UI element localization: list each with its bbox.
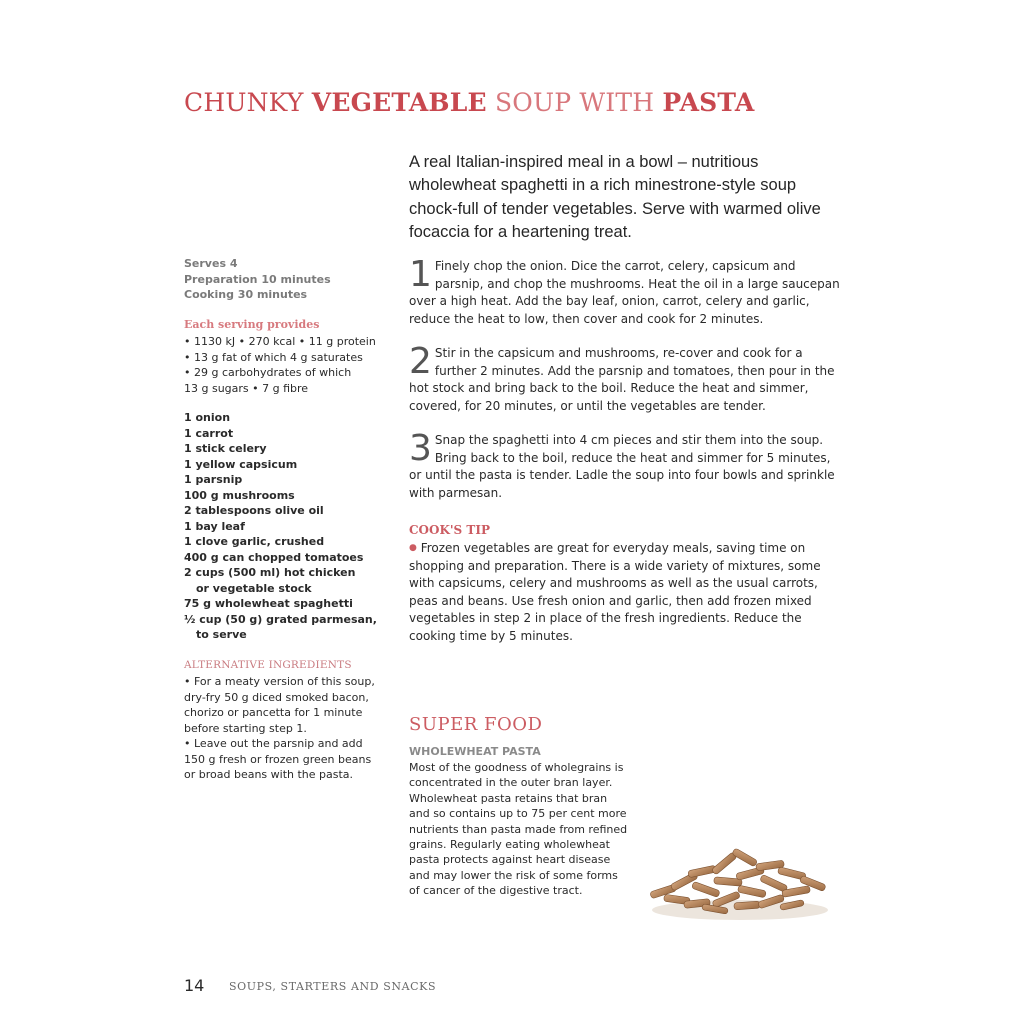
- cooks-tip-text: [409, 540, 845, 645]
- step-text: Stir in the capsicum and mushrooms, re-cover and cook for a further 2 minutes. Add the parsnip and tomatoes, then pour in the hot stock and bring back to the boil. Reduce the heat and simmer, covered, for 20 minutes, or until the vegetables are tender.: [409, 346, 835, 413]
- ingredient: to serve: [196, 628, 247, 641]
- super-food-subheading: WHOLEWHEAT PASTA: [409, 745, 541, 758]
- ingredient: 1 parsnip: [184, 473, 243, 486]
- title-part-3: SOUP WITH: [486, 88, 663, 117]
- pasta-image: [640, 840, 835, 925]
- alternative-heading: ALTERNATIVE INGREDIENTS: [184, 659, 352, 671]
- ingredient: ½ cup (50 g) grated parmesan,: [184, 612, 377, 626]
- nutrition-line: • 13 g fat of which 4 g saturates: [184, 350, 363, 364]
- ingredient: 2 cups (500 ml) hot chicken: [184, 566, 356, 579]
- method-step-1: [409, 254, 841, 328]
- ingredient: 1 carrot: [184, 426, 234, 440]
- super-food-heading: SUPER FOOD: [409, 714, 543, 735]
- ingredient: 1 yellow capsicum: [184, 457, 298, 471]
- tip-bullet-icon: ●: [409, 543, 417, 553]
- ingredient: 1 stick celery: [184, 442, 267, 455]
- tip-body: Frozen vegetables are great for everyday meals, saving time on shopping and preparation. There is a wide variety of mixtures, some with capsicums, celery and mushrooms as well as the usual carrots, peas and beans. Use fresh onion and garlic, then add frozen mixed vegetables in step 2 in place of the fresh ingredients. Reduce the cooking time by 5 minutes.: [409, 541, 821, 643]
- nutrition-list: [184, 334, 394, 396]
- preparation-time: Preparation 10 minutes: [184, 272, 331, 286]
- title-part-2: VEGETABLE: [311, 88, 487, 117]
- step-text: Snap the spaghetti into 4 cm pieces and stir them into the soup. Bring back to the boil, reduce the heat and simmer for 5 minutes, or until the pasta is tender. Ladle the soup into four bowls and sprinkle with parmesan.: [409, 433, 835, 500]
- cooks-tip-heading: COOK'S TIP: [409, 523, 490, 537]
- serves-count: Serves 4: [184, 257, 238, 270]
- section-title: SOUPS, STARTERS AND SNACKS: [229, 980, 437, 993]
- title-part-1: CHUNKY: [184, 88, 312, 117]
- ingredient: 2 tablespoons olive oil: [184, 504, 324, 517]
- ingredient: 1 bay leaf: [184, 519, 245, 533]
- ingredient: 1 onion: [184, 411, 231, 424]
- step-text: Finely chop the onion. Dice the carrot, celery, capsicum and parsnip, and chop the mushrooms. Heat the oil in a large saucepan over a high heat. Add the bay leaf, onion, carrot, celery and garlic, reduce the heat to low, then cover and cook for 2 minutes.: [409, 259, 840, 326]
- alternative-item: • For a meaty version of this soup, dry-fry 50 g diced smoked bacon, chorizo or pancetta for 1 minute before starting step 1.: [184, 675, 375, 735]
- ingredient: or vegetable stock: [196, 581, 312, 595]
- ingredients-list: [184, 410, 394, 643]
- ingredient: 100 g mushrooms: [184, 488, 295, 502]
- serving-heading: Each serving provides: [184, 318, 320, 331]
- step-number: 3: [409, 428, 432, 469]
- cooking-time: Cooking 30 minutes: [184, 288, 308, 302]
- method-step-3: [409, 428, 841, 502]
- super-food-text: Most of the goodness of wholegrains is concentrated in the outer bran layer. Wholewheat pasta retains that bran and so contains up to 75 per cent more nutrients than pasta made from refined grains. Regularly eating wholewheat pasta protects against heart disease and may lower the risk of some forms of cancer of the digestive tract.: [409, 761, 628, 898]
- intro-paragraph: A real Italian-inspired meal in a bowl – nutritious wholewheat spaghetti in a rich minestrone-style soup chock-full of tender vegetables. Serve with warmed olive focaccia for a heartening treat.: [409, 153, 821, 241]
- alternative-item: • Leave out the parsnip and add 150 g fresh or frozen green beans or broad beans with the pasta.: [184, 737, 372, 781]
- nutrition-line: 13 g sugars • 7 g fibre: [184, 381, 309, 395]
- page-number: 14: [184, 976, 205, 995]
- title-part-4: PASTA: [662, 88, 755, 117]
- step-number: 2: [409, 341, 432, 382]
- ingredient: 400 g can chopped tomatoes: [184, 550, 364, 564]
- ingredient: 75 g wholewheat spaghetti: [184, 597, 353, 610]
- recipe-title: [184, 88, 824, 117]
- nutrition-line: • 1130 kJ • 270 kcal • 11 g protein: [184, 335, 376, 348]
- nutrition-line: • 29 g carbohydrates of which: [184, 366, 352, 380]
- serves-info: [184, 256, 384, 303]
- alternatives-list: [184, 674, 384, 783]
- method-step-2: [409, 341, 841, 415]
- step-number: 1: [409, 254, 432, 295]
- ingredient: 1 clove garlic, crushed: [184, 535, 325, 548]
